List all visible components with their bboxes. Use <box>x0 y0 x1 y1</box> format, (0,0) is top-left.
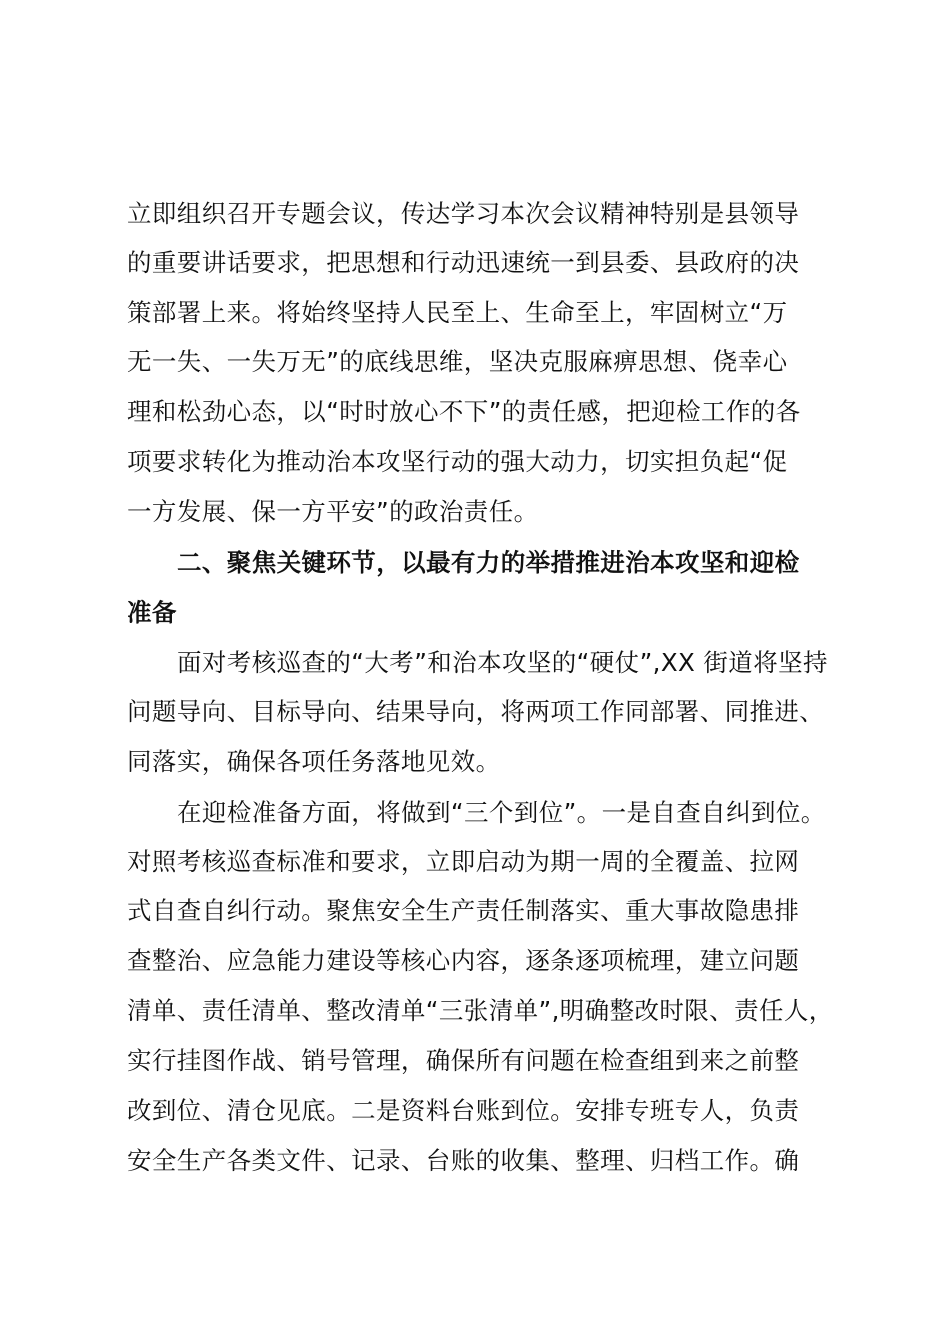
paragraph-line: 一方发展、保一方平安”的政治责任。 <box>127 497 539 526</box>
paragraph-line: 面对考核巡查的“大考”和治本攻坚的“硬仗”,XX 街道将坚持 <box>177 648 828 677</box>
paragraph-line: 改到位、清仓见底。二是资料台账到位。安排专班专人，负责 <box>127 1096 800 1125</box>
paragraph-line: 同落实，确保各项任务落地见效。 <box>127 747 501 776</box>
paragraph-line: 项要求转化为推动治本攻坚行动的强大动力，切实担负起“促 <box>127 447 788 476</box>
paragraph-line: 无一失、一失万无”的底线思维，坚决克服麻痹思想、侥幸心 <box>127 347 788 376</box>
paragraph-line: 策部署上来。将始终坚持人民至上、生命至上，牢固树立“万 <box>127 298 788 327</box>
paragraph-line: 查整治、应急能力建设等核心内容，逐条逐项梳理，建立问题 <box>127 946 800 975</box>
paragraph-line: 实行挂图作战、销号管理，确保所有问题在检查组到来之前整 <box>127 1046 800 1075</box>
paragraph-line: 的重要讲话要求，把思想和行动迅速统一到县委、县政府的决 <box>127 248 800 277</box>
paragraph-line: 安全生产各类文件、记录、台账的收集、整理、归档工作。确 <box>127 1146 800 1175</box>
section-heading: 二、聚焦关键环节，以最有力的举措推进治本攻坚和迎检 <box>177 548 800 577</box>
section-heading-continued: 准备 <box>127 598 177 627</box>
paragraph-line: 式自查自纠行动。聚焦安全生产责任制落实、重大事故隐患排 <box>127 896 800 925</box>
paragraph-line: 立即组织召开专题会议，传达学习本次会议精神特别是县领导 <box>127 199 800 228</box>
paragraph-line: 清单、责任清单、整改清单“三张清单”,明确整改时限、责任人， <box>127 996 834 1025</box>
paragraph-line: 在迎检准备方面，将做到“三个到位”。一是自查自纠到位。 <box>177 798 826 827</box>
paragraph-line: 理和松劲心态，以“时时放心不下”的责任感，把迎检工作的各 <box>127 397 801 426</box>
paragraph-line: 问题导向、目标导向、结果导向，将两项工作同部署、同推进、 <box>127 697 825 726</box>
paragraph-line: 对照考核巡查标准和要求，立即启动为期一周的全覆盖、拉网 <box>127 847 800 876</box>
